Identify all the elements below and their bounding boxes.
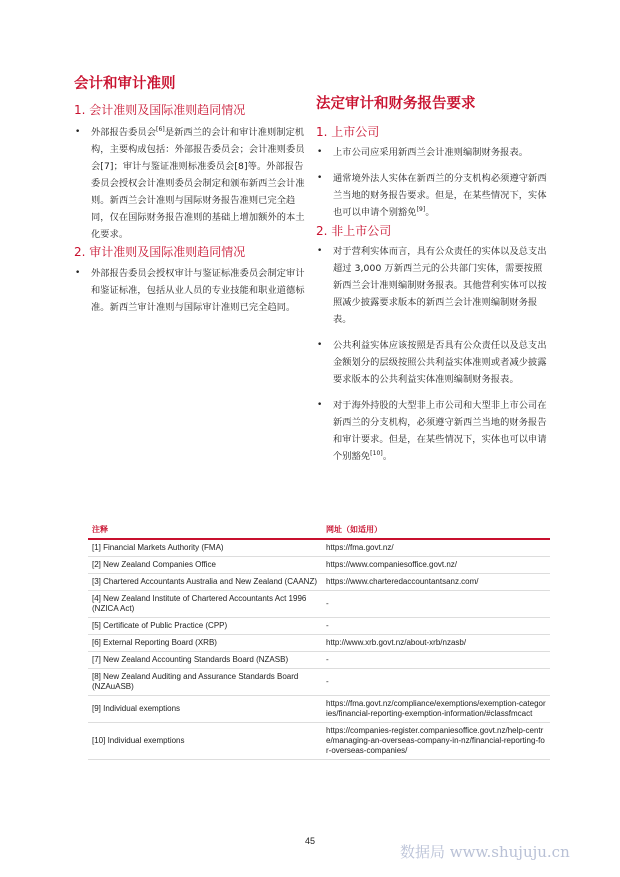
table-row <box>88 618 550 635</box>
footnote-marker: [9] <box>416 206 426 213</box>
watermark: 数据局 www.shujuju.cn <box>400 843 570 861</box>
table-row <box>88 669 550 696</box>
listed-companies-list <box>316 144 550 230</box>
table-row <box>88 723 550 760</box>
url-cell: https://www.charteredaccountantsanz.com/ <box>322 574 550 591</box>
note-cell: [3] Chartered Accountants Australia and New Zealand (CAANZ) <box>88 574 322 591</box>
url-cell: https://fma.govt.nz/ <box>322 539 550 557</box>
url-cell: http://www.xrb.govt.nz/about-xrb/nzasb/ <box>322 635 550 652</box>
note-cell: [8] New Zealand Auditing and Assurance Standards Board (NZAuASB) <box>88 669 322 696</box>
list-item <box>74 124 310 243</box>
list-item: • 对于营利实体而言，具有公众责任的实体以及总支出超过 3,000 万新西兰元的公共部门实体，需要按照新西兰会计准则编制财务报表。其他营利实体可以按照减少披露要求版本的新西兰会计准则编制财务报表。 <box>316 243 550 328</box>
item-text: 对于海外持股的大型非上市公司和大型非上市公司在新西兰的分支机构，必须遵守新西兰当地的财务报告和审计要求。但是，在某些情况下，实体也可以申请个别豁免 <box>333 400 547 462</box>
list-item <box>316 397 550 465</box>
note-cell: [7] New Zealand Accounting Standards Board (NZASB) <box>88 652 322 669</box>
statutory-audit-title: 法定审计和财务报告要求 <box>316 96 476 112</box>
url-cell: - <box>322 652 550 669</box>
note-cell: [2] New Zealand Companies Office <box>88 557 322 574</box>
url-cell: - <box>322 618 550 635</box>
column-header-notes: 注释 <box>88 521 322 539</box>
note-cell: [1] Financial Markets Authority (FMA) <box>88 539 322 557</box>
references-table <box>88 521 550 760</box>
item-text: 。 <box>382 451 393 462</box>
note-cell: [6] External Reporting Board (XRB) <box>88 635 322 652</box>
page-number: 45 <box>304 836 315 846</box>
url-cell: https://fma.govt.nz/compliance/exemptions/exemption-categories/financial-reporting-exemption-information/#classfmcact <box>322 696 550 723</box>
table-row <box>88 652 550 669</box>
unlisted-companies-list <box>316 243 550 474</box>
item-text: 。 <box>425 207 435 218</box>
unlisted-companies-subtitle: 2. 非上市公司 <box>316 224 392 238</box>
url-cell: - <box>322 669 550 696</box>
listed-companies-subtitle: 1. 上市公司 <box>316 125 380 139</box>
auditing-standards-subtitle: 2. 审计准则及国际准则趋同情况 <box>74 245 246 259</box>
url-cell: - <box>322 591 550 618</box>
table-row <box>88 635 550 652</box>
footnote-marker: [6] <box>156 126 165 133</box>
url-cell: https://www.companiesoffice.govt.nz/ <box>322 557 550 574</box>
column-header-url: 网址（如适用） <box>322 521 550 539</box>
list-item <box>316 170 550 221</box>
table-row <box>88 574 550 591</box>
url-cell: https://companies-register.companiesoffice.govt.nz/help-centre/managing-an-overseas-company-in-nz/financial-reporting-for-overseas-companies/ <box>322 723 550 760</box>
accounting-standards-subtitle: 1. 会计准则及国际准则趋同情况 <box>74 103 246 117</box>
note-cell: [10] Individual exemptions <box>88 723 322 760</box>
table-row <box>88 557 550 574</box>
accounting-standards-list <box>74 124 310 252</box>
note-cell: [9] Individual exemptions <box>88 696 322 723</box>
list-item: • 公共利益实体应该按照是否具有公众责任以及总支出金额划分的层级按照公共利益实体准则或者减少披露要求版本的公共利益实体准则编制财务报表。 <box>316 337 550 388</box>
note-cell: [5] Certificate of Public Practice (CPP) <box>88 618 322 635</box>
item-text: 外部报告委员会 <box>91 127 157 138</box>
table-row <box>88 696 550 723</box>
table-row <box>88 539 550 557</box>
list-item: • 外部报告委员会授权审计与鉴证标准委员会制定审计和鉴证标准，包括从业人员的专业技能和职业道德标准。新西兰审计准则与国际审计准则已完全趋同。 <box>74 265 310 316</box>
item-text: 通常境外法人实体在新西兰的分支机构必须遵守新西兰当地的财务报告要求。但是，在某些情况下，实体也可以申请个别豁免 <box>333 173 547 218</box>
footnote-marker: [10] <box>370 450 383 457</box>
note-cell: [4] New Zealand Institute of Chartered Accountants Act 1996 (NZICA Act) <box>88 591 322 618</box>
item-text: 是新西兰的会计和审计准则制定机构，主要构成包括：外部报告委员会；会计准则委员会[7]；审计与鉴证准则标准委员会[8]等。外部报告委员会授权会计准则委员会制定和颁布新西兰会计准则。新西兰会计准则与国际财务报告准则已完全趋同，仅在国际财务报告准则的基础上增加额外的本土化要求。 <box>91 127 305 240</box>
accounting-audit-standards-title: 会计和审计准则 <box>74 76 176 92</box>
table-row <box>88 591 550 618</box>
table-header-row <box>88 521 550 539</box>
auditing-standards-list <box>74 265 310 325</box>
list-item: • 上市公司应采用新西兰会计准则编制财务报表。 <box>316 144 550 161</box>
